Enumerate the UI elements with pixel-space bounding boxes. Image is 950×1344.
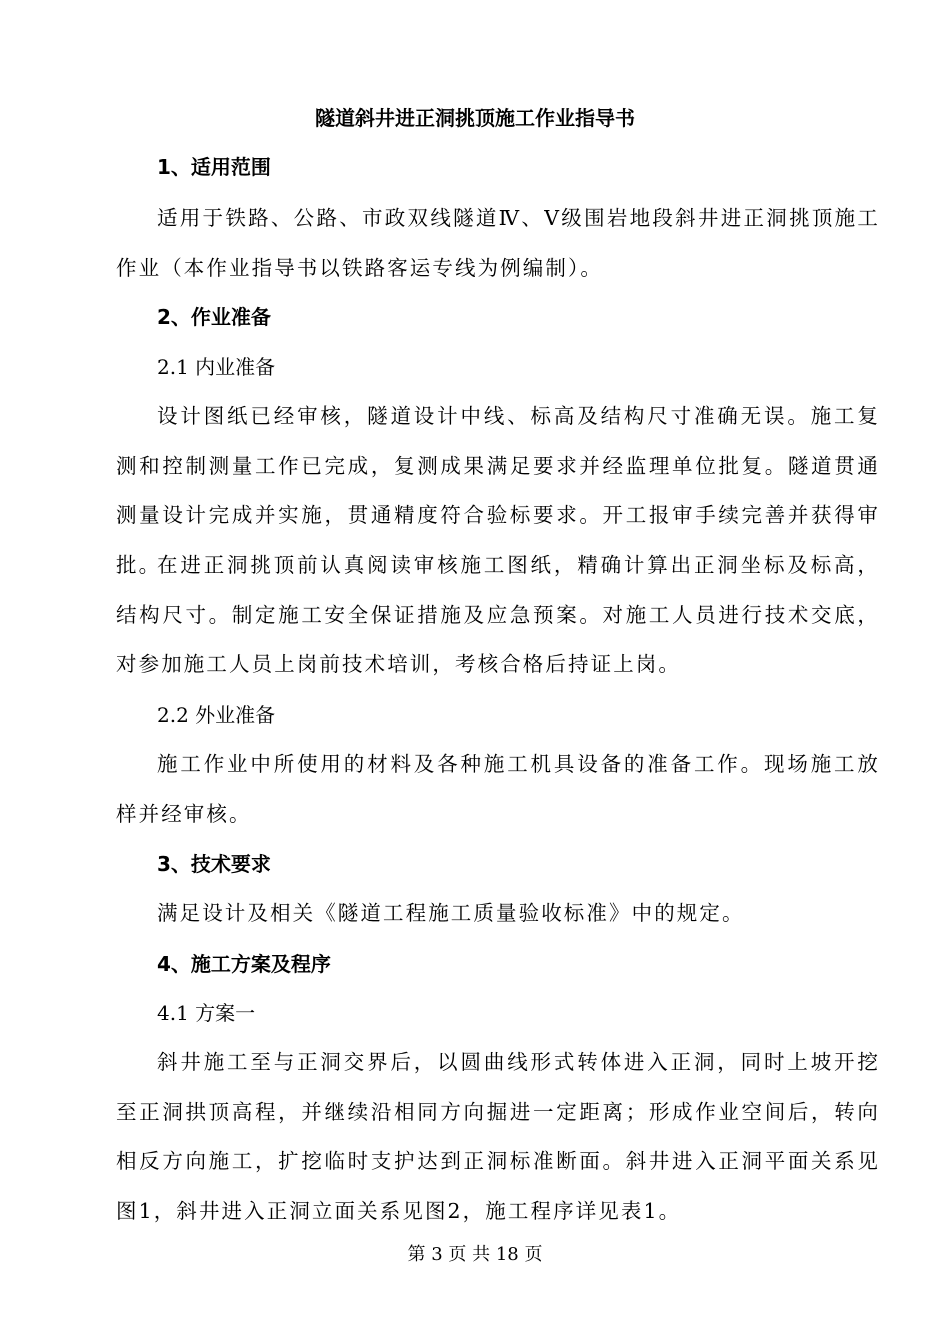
section-heading-plan: 4、施工方案及程序 <box>157 952 331 976</box>
subsection-heading-field-prep: 2.2 外业准备 <box>157 703 276 727</box>
paragraph-field-prep: 施工作业中所使用的材料及各种施工机具设备的准备工作。现场施工放样并经审核。 <box>116 752 880 826</box>
section-heading-preparation: 2、作业准备 <box>157 305 271 329</box>
section-heading-scope: 1、适用范围 <box>157 155 271 179</box>
paragraph-internal-prep-2: 在进正洞挑顶前认真阅读审核施工图纸，精确计算出正洞坐标及标高，结构尺寸。制定施工安全保证措施及应急预案。对施工人员进行技术交底，对参加施工人员上岗前技术培训，考核合格后持证上岗。 <box>116 553 880 677</box>
paragraph-internal-prep-1: 设计图纸已经审核，隧道设计中线、标高及结构尺寸准确无误。施工复测和控制测量工作已完成，复测成果满足要求并经监理单位批复。隧道贯通测量设计完成并实施，贯通精度符合验标要求。开工报审手续完善并获得审批。 <box>116 404 880 578</box>
paragraph-technical: 满足设计及相关《隧道工程施工质量验收标准》中的规定。 <box>157 901 745 925</box>
document-title: 隧道斜井进正洞挑顶施工作业指导书 <box>315 106 635 130</box>
paragraph-scope: 适用于铁路、公路、市政双线隧道Ⅳ、Ⅴ级围岩地段斜井进正洞挑顶施工作业（本作业指导书以铁路客运专线为例编制）。 <box>116 206 880 280</box>
paragraph-plan-one: 斜井施工至与正洞交界后，以圆曲线形式转体进入正洞，同时上坡开挖至正洞拱顶高程，并继续沿相同方向掘进一定距离；形成作业空间后，转向相反方向施工，扩挖临时支护达到正洞标准断面。斜井进入正洞平面关系见图1，斜井进入正洞立面关系见图2，施工程序详见表1。 <box>116 1050 880 1224</box>
subsection-heading-plan-one: 4.1 方案一 <box>157 1001 256 1025</box>
subsection-heading-internal-prep: 2.1 内业准备 <box>157 355 276 379</box>
section-heading-technical: 3、技术要求 <box>157 852 271 876</box>
page-footer: 第 3 页 共 18 页 <box>407 1244 543 1265</box>
